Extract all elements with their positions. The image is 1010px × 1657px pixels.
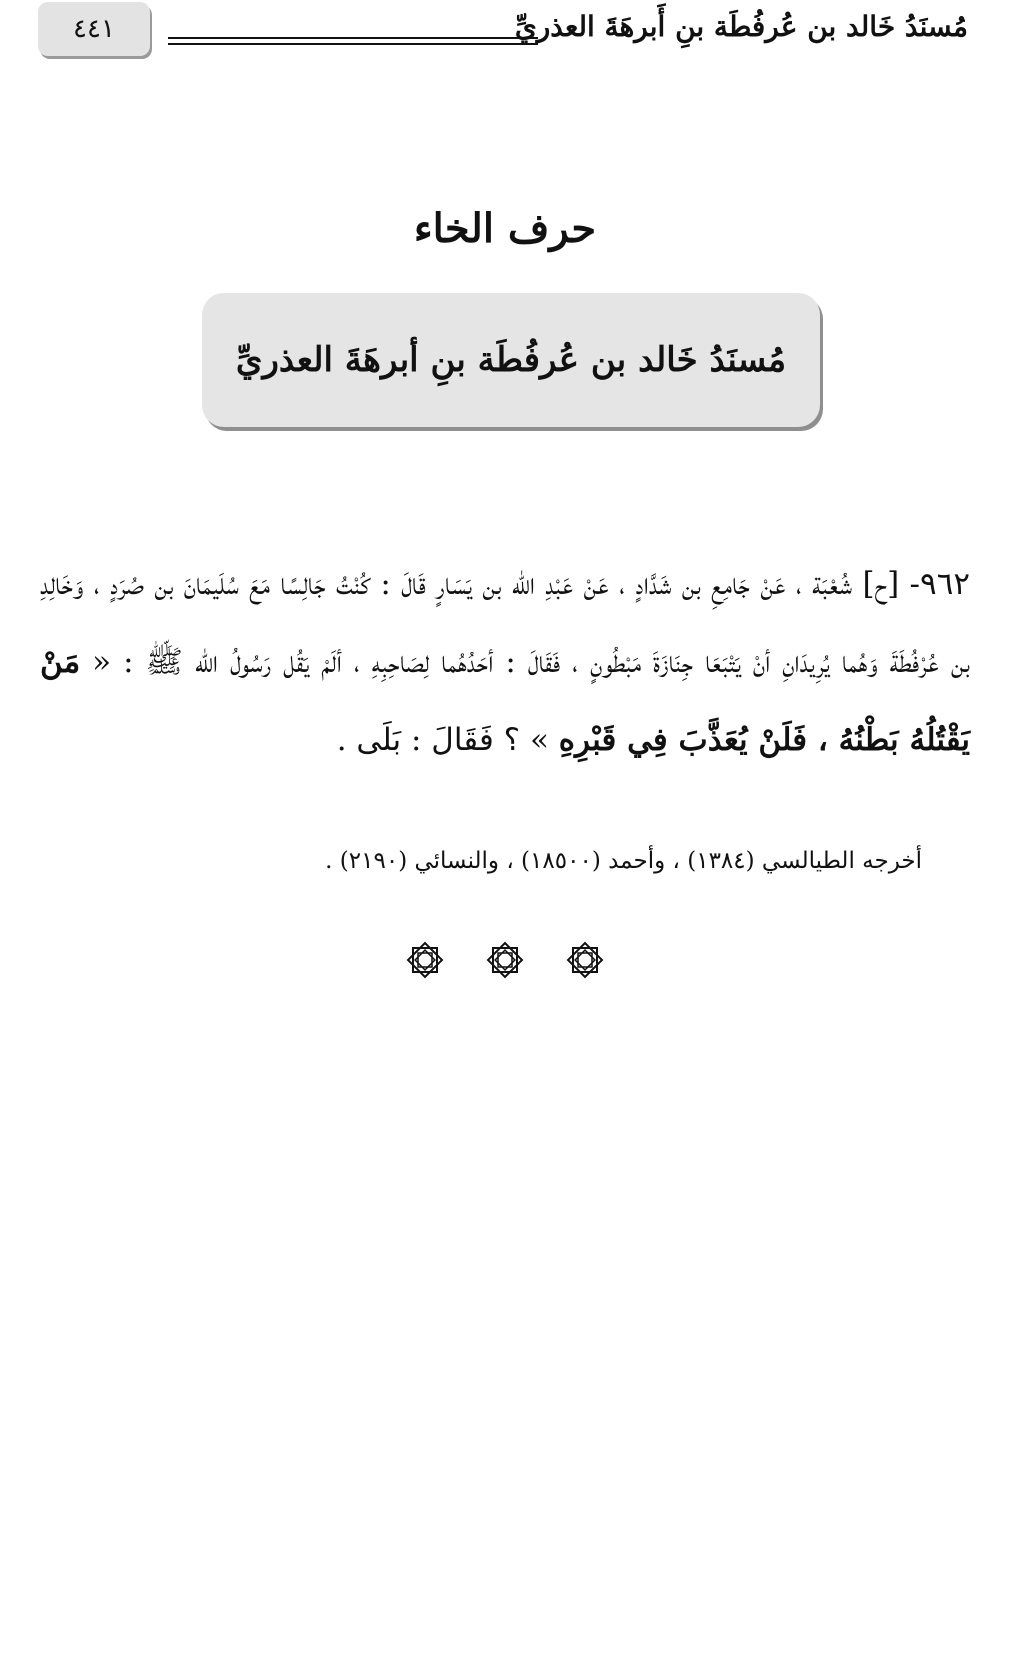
- section-divider-ornaments: [0, 940, 1010, 980]
- eight-point-star-icon: [565, 940, 605, 980]
- running-header: [0, 0, 1010, 70]
- hadith-text: ٩٦٢- [ح] شُعْبَة ، عَنْ جَامِعِ بن شَدَّادٍ ، عَنْ عَبْدِ الله بن يَسَارٍ قَالَ : كُنْتُ جَالِسًا مَعَ سُلَيمَانَ بن صُرَدٍ ، وَخَالِدِ بن عُرْفُطَةَ وَهُما يُرِيدَانِ أنْ يَتْبَعَا جِنَازَةَ مَبْطُونٍ ، فَقَالَ : أحَدُهُما لِصَاحِبِهِ ، ألَمْ يَقُل رَسُولُ الله ﷺ : «: [40, 566, 970, 680]
- hadith-paragraph: [40, 545, 970, 779]
- header-rule: [168, 37, 538, 39]
- header-rule: [168, 43, 538, 45]
- eight-point-star-icon: [485, 940, 525, 980]
- chapter-title: حرف الخاء: [413, 205, 597, 252]
- running-title: مُسنَدُ خَالد بن عُرفُطَة بنِ أَبرهَةَ العذريِّ: [514, 10, 968, 43]
- section-title: مُسنَدُ خَالد بن عُرفُطَة بنِ أبرهَةَ العذريِّ: [235, 340, 787, 380]
- hadith-text-end: » ؟ فَقَالَ : بَلَى .: [336, 722, 549, 758]
- page-number-badge: [38, 2, 150, 56]
- section-title-box: [202, 293, 820, 427]
- hadith-quote: مَنْ يَقْتُلُهُ بَطْنُهُ ، فَلَنْ يُعَذَّبَ فِي قَبْرِهِ: [40, 644, 970, 758]
- page-number: ٤٤١: [73, 14, 115, 44]
- eight-point-star-icon: [405, 940, 445, 980]
- takhrij-footnote: أخرجه الطيالسي (١٣٨٤) ، وأحمد (١٨٥٠٠) ، والنسائي (٢١٩٠) .: [325, 848, 922, 874]
